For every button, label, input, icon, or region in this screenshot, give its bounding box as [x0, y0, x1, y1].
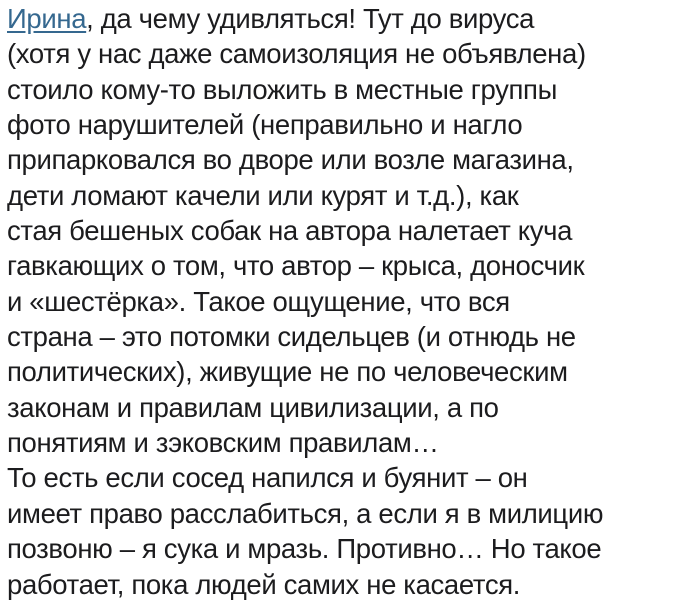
comment-line: гавкающих о том, что автор – крыса, доносчик	[7, 250, 585, 282]
comment-line: стая бешеных собак на автора налетает куча	[7, 215, 573, 247]
comment-lines	[7, 36, 695, 602]
comment-line: фото нарушителей (неправильно и нагло	[7, 109, 523, 141]
comment-line: и «шестёрка». Такое ощущение, что вся	[7, 285, 510, 317]
comment-line: припарковался во дворе или возле магазина,	[7, 144, 574, 176]
mention-link[interactable]: Ирина	[7, 3, 87, 34]
comment-line-first-rest: , да чему удивляться! Тут до вируса	[86, 3, 535, 34]
comment-line: стоило кому-то выложить в местные группы	[7, 73, 557, 105]
comment-line: позвоню – я сука и мразь. Противно… Но такое	[7, 533, 602, 565]
comment-line: понятиям и зэковским правилам…	[7, 427, 439, 459]
comment-line: политических), живущие не по человеческим	[7, 356, 568, 388]
comment-line: То есть если сосед напился и буянит – он	[7, 462, 528, 494]
comment-line: работает, пока людей самих не касается.	[7, 568, 521, 600]
comment-line: имеет право расслабиться, а если я в милицию	[7, 497, 604, 529]
comment-line: (хотя у нас даже самоизоляция не объявлена)	[7, 38, 586, 70]
comment-line: законам и правилам цивилизации, а по	[7, 391, 499, 423]
comment-line: дети ломают качели или курят и т.д.), как	[7, 179, 519, 211]
comment-line-first	[7, 1, 695, 36]
comment-line: страна – это потомки сидельцев (и отнюдь не	[7, 321, 576, 353]
